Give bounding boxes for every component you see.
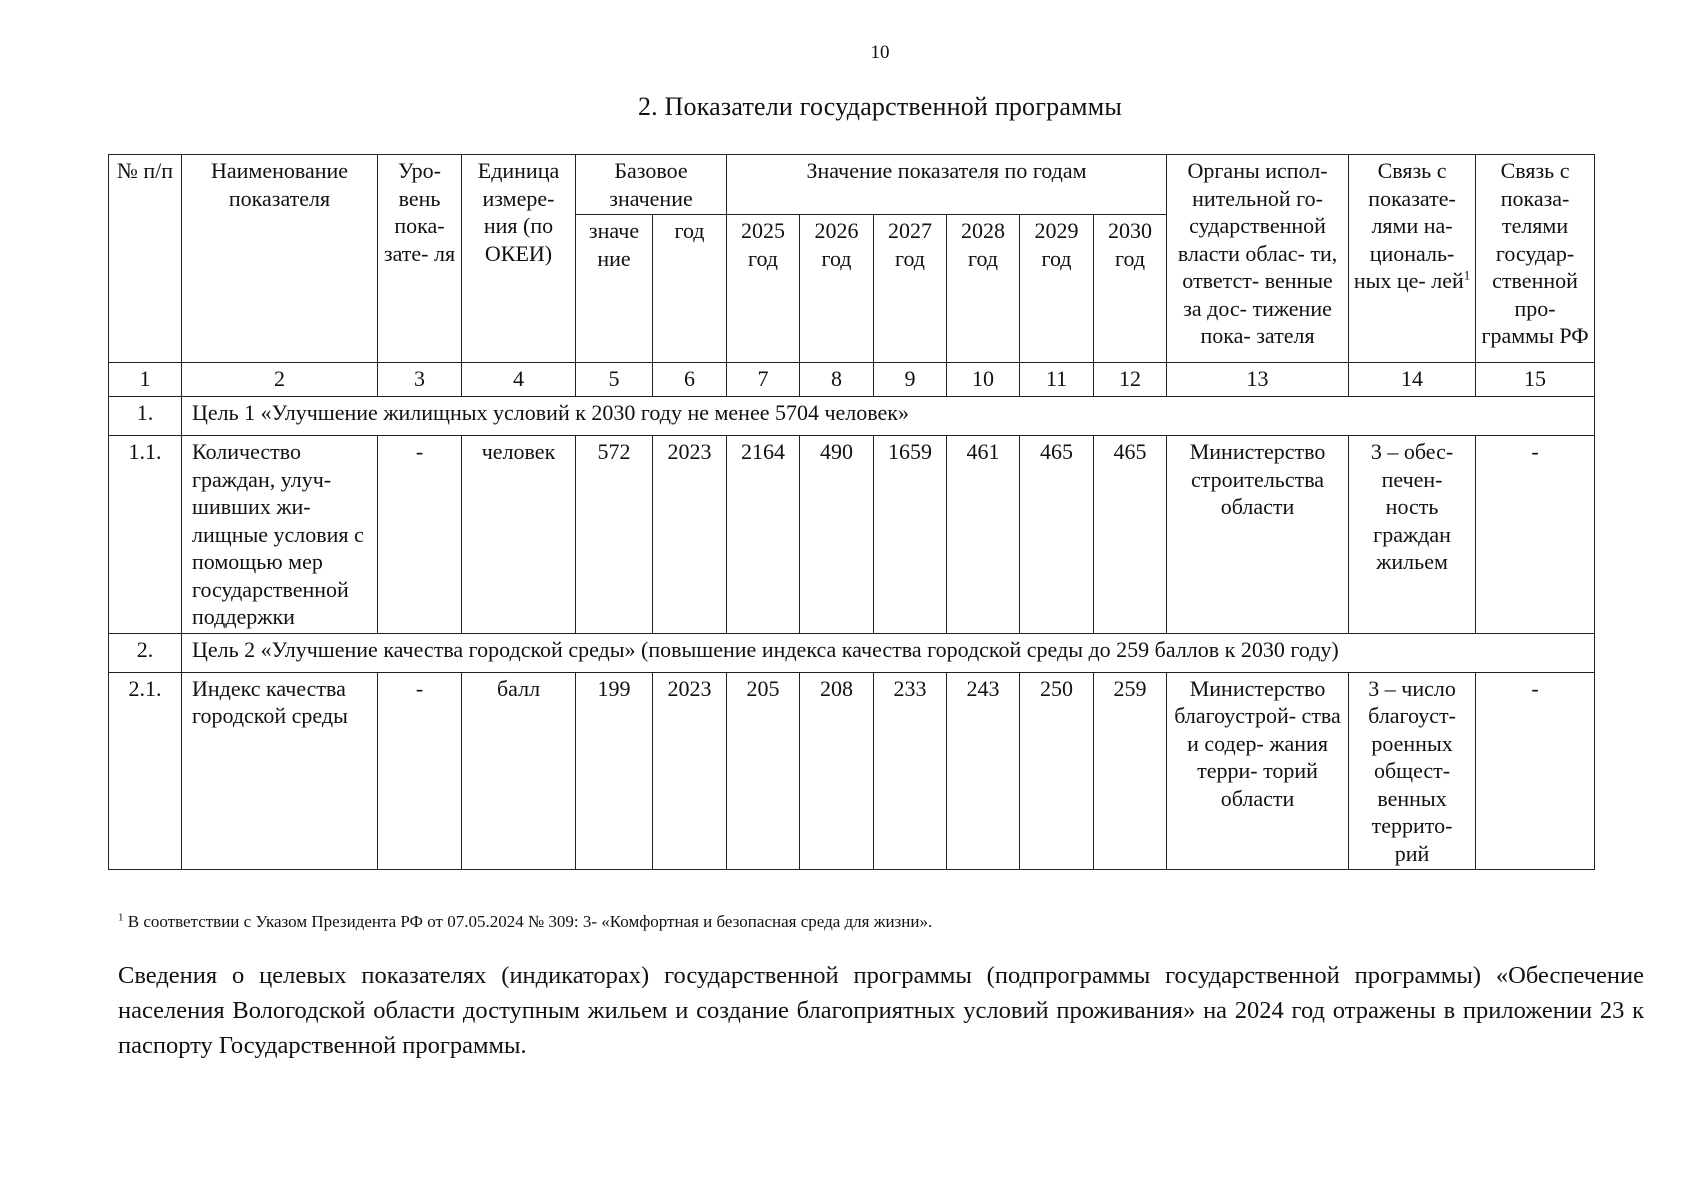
goal-num: 1. [109, 397, 182, 436]
goal-num: 2. [109, 633, 182, 672]
header-national-links-text: Связь с показате- лями на- циональ- ных це- лей [1353, 158, 1464, 293]
goal-row [109, 397, 1595, 436]
national-link: 3 – обес- печен- ность граждан жильем [1349, 436, 1476, 634]
column-number: 1 [109, 363, 182, 397]
indicator-unit: балл [462, 672, 576, 870]
header-row-1 [109, 155, 1595, 215]
header-name: Наименование показателя [182, 155, 378, 363]
column-number: 15 [1476, 363, 1595, 397]
header-state-links: Связь с показа- телями государ- ственной про- граммы РФ [1476, 155, 1595, 363]
column-number: 11 [1020, 363, 1094, 397]
column-number: 10 [947, 363, 1020, 397]
row-num: 1.1. [109, 436, 182, 634]
header-year: 2026 год [800, 215, 874, 363]
header-national-links [1349, 155, 1476, 363]
column-number: 14 [1349, 363, 1476, 397]
indicator-name: Индекс качества городской среды [182, 672, 378, 870]
row-num: 2.1. [109, 672, 182, 870]
indicator-unit: человек [462, 436, 576, 634]
base-year: 2023 [653, 436, 727, 634]
column-number: 8 [800, 363, 874, 397]
responsible-body: Министерство благоустрой- ства и содер- жания терри- торий области [1167, 672, 1349, 870]
column-number: 3 [378, 363, 462, 397]
header-base-year: год [653, 215, 727, 363]
year-value: 208 [800, 672, 874, 870]
column-number: 5 [576, 363, 653, 397]
footnote-ref: 1 [1463, 267, 1471, 283]
header-year: 2025 год [727, 215, 800, 363]
column-number: 7 [727, 363, 800, 397]
national-link: 3 – число благоуст- роенных общест- венных террито- рий [1349, 672, 1476, 870]
column-number: 13 [1167, 363, 1349, 397]
indicators-table [108, 154, 1595, 870]
year-value: 259 [1094, 672, 1167, 870]
year-value: 1659 [874, 436, 947, 634]
header-bodies: Органы испол- нительной го- сударственной власти облас- ти, ответст- венные за дос- тижение пока- зателя [1167, 155, 1349, 363]
header-base-value: значе ние [576, 215, 653, 363]
column-number: 2 [182, 363, 378, 397]
year-value: 250 [1020, 672, 1094, 870]
base-value: 199 [576, 672, 653, 870]
goal-text: Цель 1 «Улучшение жилищных условий к 2030 году не менее 5704 человек» [182, 397, 1595, 436]
footnote-mark: 1 [118, 911, 124, 924]
year-value: 465 [1094, 436, 1167, 634]
year-value: 461 [947, 436, 1020, 634]
header-unit: Единица измере- ния (по ОКЕИ) [462, 155, 576, 363]
footnote-text: В соответствии с Указом Президента РФ от 07.05.2024 № 309: 3- «Комфортная и безопасная среда для жизни». [127, 912, 933, 931]
header-year: 2028 год [947, 215, 1020, 363]
page-number: 10 [870, 42, 890, 63]
header-level: Уро- вень пока- зате- ля [378, 155, 462, 363]
section-title: 2. Показатели государственной программы [637, 92, 1123, 121]
column-number: 9 [874, 363, 947, 397]
year-value: 233 [874, 672, 947, 870]
indicator-level: - [378, 672, 462, 870]
goal-row [109, 633, 1595, 672]
goal-text: Цель 2 «Улучшение качества городской среды» (повышение индекса качества городской среды до 259 баллов к 2030 году) [182, 633, 1595, 672]
column-numbers-row [109, 363, 1595, 397]
year-value: 205 [727, 672, 800, 870]
base-year: 2023 [653, 672, 727, 870]
table-row [109, 436, 1595, 634]
state-link: - [1476, 672, 1595, 870]
header-base: Базовое значение [576, 155, 727, 215]
indicator-name: Количество граждан, улуч- шивших жи- лищные условия с помощью мер государственной поддержки [182, 436, 378, 634]
indicator-level: - [378, 436, 462, 634]
year-value: 465 [1020, 436, 1094, 634]
column-number: 4 [462, 363, 576, 397]
state-link: - [1476, 436, 1595, 634]
header-year: 2027 год [874, 215, 947, 363]
header-year: 2029 год [1020, 215, 1094, 363]
year-value: 2164 [727, 436, 800, 634]
body-paragraph: Сведения о целевых показателях (индикаторах) государственной программы (подпрограммы государственной программы) «Обеспечение населения Вологодской области доступным жильем и создание благоприятных условий проживания» на 2024 год отражены в приложении 23 к паспорту Государственной программы. [118, 962, 1644, 1059]
header-year: 2030 год [1094, 215, 1167, 363]
year-value: 490 [800, 436, 874, 634]
year-value: 243 [947, 672, 1020, 870]
header-num: № п/п [109, 155, 182, 363]
base-value: 572 [576, 436, 653, 634]
header-by-years: Значение показателя по годам [727, 155, 1167, 215]
footnote [118, 912, 932, 932]
responsible-body: Министерство строительства области [1167, 436, 1349, 634]
column-number: 6 [653, 363, 727, 397]
table-row [109, 672, 1595, 870]
column-number: 12 [1094, 363, 1167, 397]
